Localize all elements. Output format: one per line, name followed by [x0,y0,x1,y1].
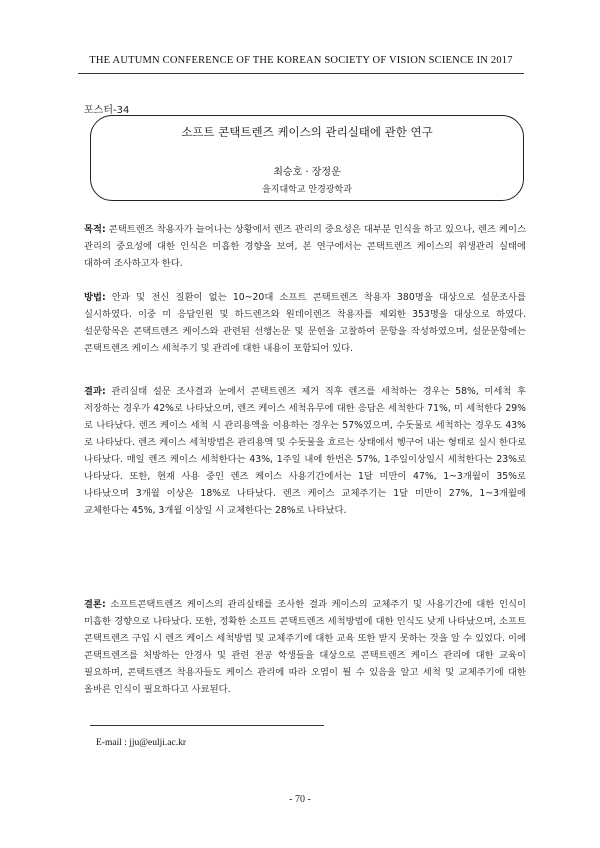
section-results [84,383,526,519]
section-methods [84,289,526,357]
page-number: - 70 - [289,794,311,805]
section-text: 소프트콘택트렌즈 케이스의 관리실태를 조사한 결과 케이스의 교체주기 및 사용기간에 대한 인식이 미흡한 경향으로 나타났다. 또한, 정확한 소프트 콘택트렌즈 세척방법에 대한 인식도 낮게 나타났으며, 소프트 콘택트렌즈 구입 시 렌즈 케이스 세척방법 및 교체주기에 대한 교육 또한 받지 못하는 것을 알 수 있었다. 이에 콘택트렌즈를 처방하는 안경사 및 관련 전공 학생들을 대상으로 콘택트렌즈 케이스 관리에 대한 교육이 필요하며, 콘택트렌즈 착용자들도 케이스 관리에 따라 오염이 될 수 있음을 알고 세척 및 교체주기에 대한 올바른 인식이 필요하다고 사료된다. [84,599,526,695]
paper-affiliation: 을지대학교 안경광학과 [262,185,352,195]
poster-label: 포스터-34 [84,105,130,116]
running-header: THE AUTUMN CONFERENCE OF THE KOREAN SOCIETY OF VISION SCIENCE IN 2017 [89,55,513,66]
section-purpose [84,221,526,272]
footnote-email: E-mail : jju@eulji.ac.kr [96,738,186,748]
section-text: 관리실태 설문 조사결과 눈에서 콘택트렌즈 제거 직후 렌즈를 세척하는 경우는 58%, 미세척 후 저장하는 경우가 42%로 나타났으며, 렌즈 케이스 세척유무에 대한 응답은 세척한다 71%, 미 세척한다 29%로 나타났다. 렌즈 케이스 세척 시 관리용액을 이용하는 경우는 57%였으며, 수돗물로 세척하는 경우도 43%로 나타났다. 렌즈 케이스 세척방법은 관리용액 및 수돗물을 흐르는 상태에서 헹구어 내는 형태로 실시 한다로 나타났다. 매일 렌즈 케이스 세척한다는 43%, 1주일 내에 한번은 57%, 1주일이상일시 세척한다는 23%로 나타났다. 또한, 현재 사용 중인 렌즈 케이스 사용기간에서는 1달 미만이 47%, 1~3개월이 35%로 나타났으며 3개월 이상은 18%로 나타났다. 렌즈 케이스 교체주기는 1달 미만이 27%, 1~3개월에 교체한다는 45%, 3개월 이상일 시 교체한다는 28%로 나타났다. [84,386,526,516]
paper-authors: 최승호 · 장정운 [273,167,341,178]
title-box [90,115,524,201]
section-text: 안과 및 전신 질환이 없는 10~20대 소프트 콘택트렌즈 착용자 380명을 대상으로 설문조사를 실시하였다. 이중 미 응답인원 및 하드렌즈와 원데이렌즈 착용자를 제외한 353명을 대상으로 하였다. 설문항목은 콘택트렌즈 케이스와 관련된 선행논문 및 문헌을 고찰하여 문항을 작성하였으며, 설문문항에는 콘택트렌즈 케이스 세척주기 및 관리에 대한 내용이 포함되어 있다. [84,292,526,354]
section-text: 콘택트렌즈 착용자가 늘어나는 상황에서 렌즈 관리의 중요성은 대부분 인식을 하고 있으나, 렌즈 케이스 관리의 중요성에 대한 인식은 미흡한 경향을 보여, 본 연구에서는 콘택트렌즈 케이스의 위생관리 실태에 대하여 조사하고자 한다. [84,224,526,269]
section-conclusion [84,596,526,698]
paper-title: 소프트 콘택트렌즈 케이스의 관리실태에 관한 연구 [181,125,433,139]
header-rule [78,73,524,74]
section-label: 방법: [84,292,106,303]
footnote-rule [90,725,324,726]
section-label: 목적: [84,224,106,235]
section-label: 결론: [84,599,106,610]
section-label: 결과: [84,386,106,397]
